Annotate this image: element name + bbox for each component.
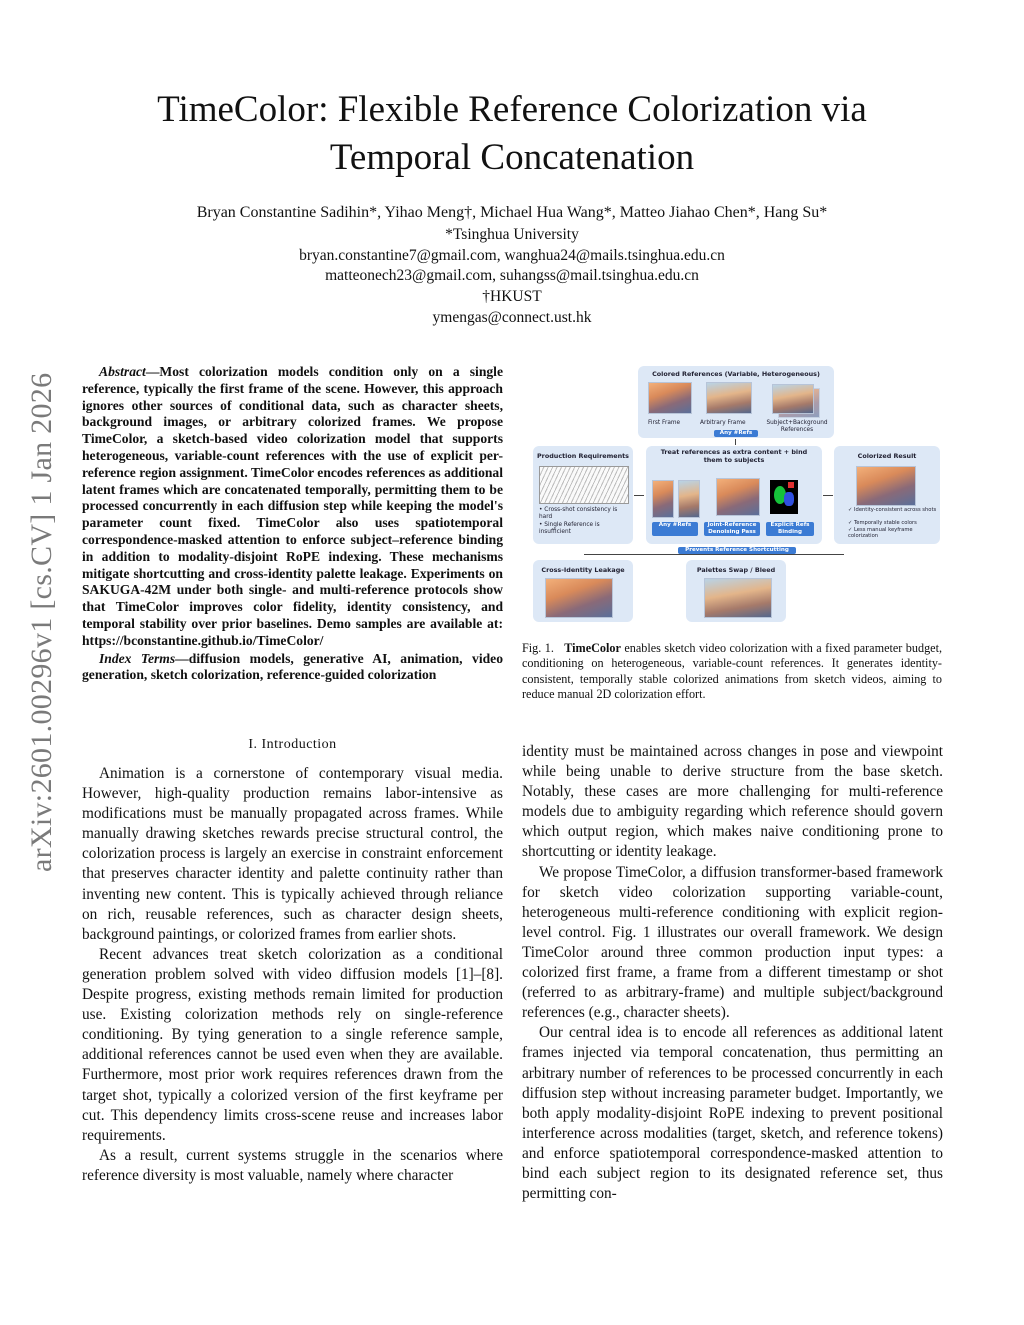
- panel-production-requirements: [533, 446, 633, 544]
- left-paragraph-2: Recent advances treat sketch colorization as a conditional generation problem solved with video diffusion models [1]–[8]. Despite progress, existing methods remain limited for production use. Existing colorization methods rely on single-reference conditioning. By tying generation to a single reference sample, additional references cannot be used even when they are available. Furthermore, most prior work requires references drawn from the target shot, typically a colorized version of the first keyframe per cut. This dependency limits cross-scene reuse and increases labor requirements.: [82, 945, 503, 1144]
- panel-colored-references: [638, 366, 834, 438]
- subject-ref-front-thumb: [772, 384, 814, 414]
- caption-label: Fig. 1.: [522, 641, 554, 655]
- result-bullet-2: ✓ Temporally stable colors: [848, 520, 917, 526]
- arrow-down: [735, 439, 736, 445]
- left-paragraph-1: Animation is a cornerstone of contemporary visual media. However, high-quality production remains labor-intensive as modifications must be manually propagated across frames. While manually drawing sketches rewards precise structural control, the colorization process is largely an exercise in constraint enforcement that preserves character identity and palette continuity rather than inventing new content. This is typically achieved through reliance on rich, reusable references, such as character design sheets, background paintings, or colorized frames from earlier shots.: [82, 765, 503, 943]
- chip-explicit-binding: Explicit Refs Binding: [766, 522, 814, 536]
- latent-stack-thumb: [716, 478, 760, 516]
- caption-bold: TimeColor: [564, 641, 621, 655]
- ref-thumb-1: [652, 480, 674, 518]
- production-bullet-2: • Single Reference is insufficient: [539, 522, 600, 535]
- figure-1: [528, 364, 944, 626]
- label-first-frame: First Frame: [648, 420, 681, 426]
- author-list: Bryan Constantine Sadihin*, Yihao Meng†, Michael Hua Wang*, Matteo Jiahao Chen*, Hang Su*: [196, 204, 828, 221]
- label-arbitrary-frame: Arbitrary Frame: [700, 420, 746, 426]
- left-column-body: [82, 764, 503, 1186]
- abstract-text: —Most colorization models condition only on a single reference, typically the first frame of the scene. However, this approach ignores other sources of conditional data, such as character sheets, background images, or arbitrary colorized frames. We propose TimeColor, a sketch-based video colorization model that supports heterogeneous, variable-count references with the use of explicit per-reference region assignment. TimeColor encodes references as additional latent frames which are concatenated temporally, permitting them to be processed concurrently in each diffusion step while keeping the model's parameter count fixed. TimeColor also uses spatiotemporal correspondence-masked attention to enforce subject–reference binding in addition to modality-disjoint RoPE indexing. These mechanisms mitigate shortcutting and cross-identity palette leakage. Experiments on SAKUGA-42M under both single- and multi-reference protocols show that TimeColor improves color fidelity, identity consistency, and temporal stability over prior baselines. Demo samples are available at: https://bconstantine.github.io/TimeColor/: [82, 364, 503, 648]
- abstract: [82, 364, 503, 684]
- panel-palette-swap: [686, 560, 786, 622]
- result-bullet-1: ✓ Identity-consistent across shots: [848, 507, 937, 513]
- panel-cross-identity-leakage: [533, 560, 633, 622]
- title-line-1: TimeColor: Flexible Reference Colorization via: [157, 89, 867, 130]
- leakage-thumb: [545, 578, 613, 618]
- production-bullet-1: • Cross-shot consistency is hard: [539, 507, 618, 520]
- label-subject-background: Subject+Background References: [766, 420, 828, 433]
- caption-text: enables sketch video colorization with a fixed parameter budget, conditioning on heterogeneous, variable-count references. It generates identity-consistent, temporally stable colorized animations from sketch videos, aiming to reduce manual 2D colorization effort.: [522, 641, 943, 701]
- chip-any-refs-top: Any #Refs: [714, 430, 758, 437]
- production-sketch-image: [539, 466, 629, 504]
- right-paragraph-2: We propose TimeColor, a diffusion transformer-based framework for sketch video colorization supporting variable-count, heterogeneous multi-reference conditioning with explicit region-level control. Fig. 1 illustrates our overall framework. We design TimeColor around three common production input types: a colorized first frame, a frame from a different timestamp or shot (referred to as arbitrary-frame) and multiple subject/background references (e.g., character sheets).: [522, 863, 943, 1022]
- arxiv-side-stamp: arXiv:2601.00296v1 [cs.CV] 1 Jan 2026: [25, 372, 58, 872]
- right-paragraph-3: Our central idea is to encode all references as additional latent frames injected via temporal concatenation, thus permitting an arbitrary number of references to be processed concurrently in each diffusion step without increasing parameter budget. Importantly, we both apply modality-disjoint RoPE indexing to prevent positional interference across modalities (target, sketch, and reference tokens) and enforce spatiotemporal correspondence-masked attention to bind each subject region to its designated reference set, thus permitting con-: [522, 1024, 943, 1203]
- right-column-body: [522, 742, 943, 1204]
- title-line-2: Temporal Concatenation: [329, 137, 695, 178]
- affiliation-hkust: †HKUST: [482, 288, 542, 305]
- affiliation-tsinghua: *Tsinghua University: [445, 226, 579, 243]
- index-terms-label: Index Terms: [99, 650, 176, 666]
- result-thumb: [856, 466, 916, 506]
- palette-thumb: [704, 578, 772, 618]
- panel-treat-references: [646, 446, 822, 544]
- region-mask-image: [770, 480, 798, 514]
- arrow-right-2: [823, 495, 833, 496]
- panel-result-title: Colorized Result: [857, 452, 917, 460]
- first-frame-thumb: [648, 382, 692, 414]
- result-bullet-3: ✓ Less manual keyframe colorization: [848, 527, 913, 539]
- arrow-right-1: [634, 495, 644, 496]
- figure-caption: [522, 641, 942, 702]
- right-paragraph-1: identity must be maintained across changes in pose and viewpoint while being unable to derive structure from the base sketch. Notably, these cases are more challenging for multi-reference models due to ambiguity regarding which reference should govern which output region, which makes naive conditioning prone to shortcutting or identity leakage.: [522, 743, 943, 861]
- chip-any-refs: Any #Refs: [652, 522, 698, 536]
- abstract-label: Abstract: [99, 364, 146, 379]
- panel-palette-title: Palettes Swap / Bleed: [696, 566, 776, 574]
- index-terms-text: —diffusion models, generative AI, animation, video generation, sketch colorization, reference-guided colorization: [82, 650, 503, 683]
- ref-thumb-2: [678, 480, 700, 518]
- chip-joint-reference: Joint-Reference Denoising Pass: [704, 522, 760, 536]
- left-paragraph-3: As a result, current systems struggle in the scenarios where reference diversity is most valuable, namely where character: [82, 1146, 503, 1184]
- arbitrary-frame-thumb: [706, 382, 752, 414]
- paper-title: [0, 86, 1024, 182]
- panel-leakage-title: Cross-Identity Leakage: [541, 566, 625, 574]
- chip-prevents-shortcutting: Prevents Reference Shortcutting: [678, 547, 796, 554]
- email-line-3: ymengas@connect.ust.hk: [432, 309, 592, 326]
- panel-colored-references-title: Colored References (Variable, Heterogeneous): [652, 370, 820, 378]
- arrow-bottom-line: [584, 554, 844, 555]
- emails-line-2: matteonech23@gmail.com, suhangss@mail.tsinghua.edu.cn: [325, 267, 699, 284]
- panel-production-title: Production Requirements: [536, 452, 629, 460]
- panel-treat-title: Treat references as extra content + bind them to subjects: [660, 448, 808, 464]
- panel-colorized-result: [834, 446, 940, 544]
- emails-line-1: bryan.constantine7@gmail.com, wanghua24@mails.tsinghua.edu.cn: [299, 247, 725, 264]
- section-heading: I. Introduction: [248, 737, 337, 752]
